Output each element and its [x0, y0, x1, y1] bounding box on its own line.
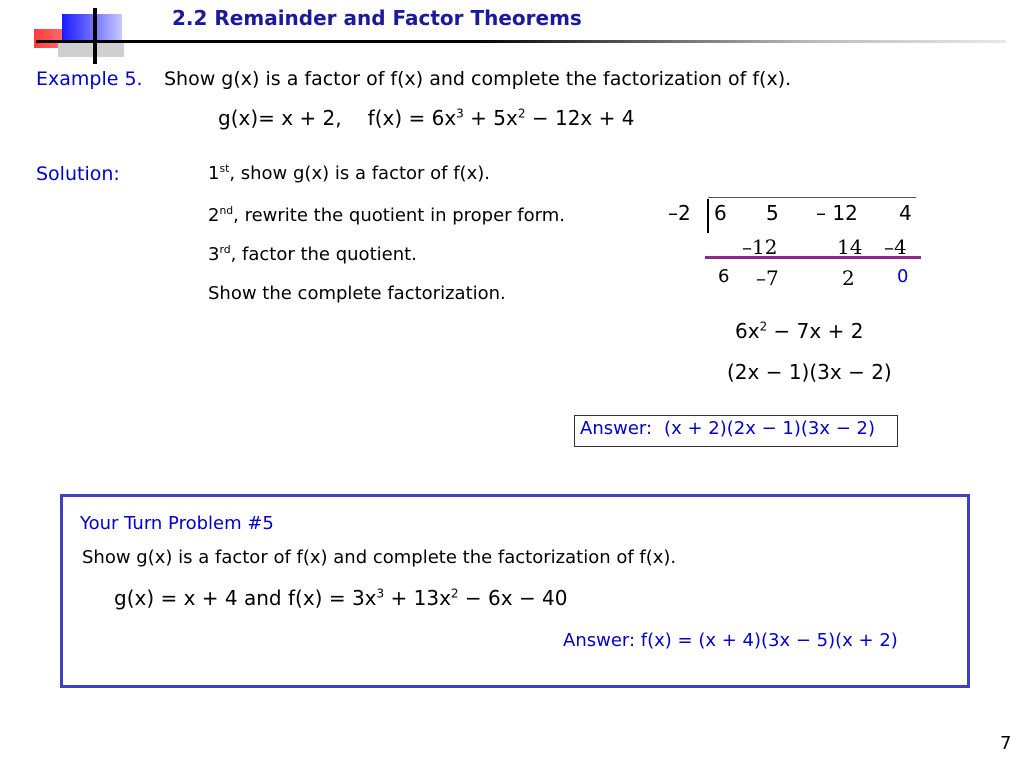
your-turn-exp3: 3: [376, 586, 385, 601]
step-3-sup: rd: [219, 243, 231, 256]
division-coef-4: 4: [899, 201, 912, 225]
step-1-text: , show g(x) is a factor of f(x).: [229, 163, 490, 184]
logo-blue-block: [62, 14, 122, 41]
division-coef-2: 5: [766, 201, 779, 225]
answer-line: [580, 418, 875, 439]
division-result-3: 2: [842, 266, 855, 290]
step-2-text: , rewrite the quotient in proper form.: [233, 205, 565, 226]
your-turn-prompt: Show g(x) is a factor of f(x) and complete the factorization of f(x).: [82, 547, 677, 568]
step-3-num: 3: [208, 244, 220, 265]
division-product-1: –12: [742, 235, 778, 259]
f-tail: − 12x + 4: [525, 106, 635, 130]
answer-label: Answer:: [580, 418, 653, 439]
f-exp2: 2: [517, 106, 526, 121]
division-coef-3: – 12: [816, 201, 858, 225]
page-number: 7: [1000, 733, 1012, 754]
division-result-1: 6: [718, 266, 730, 287]
solution-step-3: [208, 244, 417, 265]
logo-vertical-line: [93, 8, 97, 64]
f-prefix: f(x) = 6x: [367, 106, 457, 130]
step-2-num: 2: [208, 205, 220, 226]
your-turn-exp2: 2: [450, 586, 459, 601]
your-turn-tail: − 6x − 40: [458, 586, 568, 610]
division-divisor: –2: [668, 201, 691, 225]
logo-gray-block: [58, 43, 124, 57]
division-coef-1: 6: [714, 201, 727, 225]
factored-quotient: (2x − 1)(3x − 2): [727, 360, 892, 384]
division-top-rule: [708, 197, 916, 198]
quotient-expression: [735, 319, 863, 343]
division-result-2: –7: [756, 266, 779, 290]
division-product-3: –4: [884, 235, 907, 259]
your-turn-g: g(x) = x + 4 and f(x) = 3x: [114, 586, 377, 610]
f-exp3: 3: [456, 106, 464, 121]
your-turn-title: Your Turn Problem #5: [80, 513, 274, 534]
your-turn-functions: [114, 586, 568, 610]
division-product-2: 14: [837, 235, 863, 259]
solution-step-1: [208, 163, 490, 184]
step-1-num: 1: [208, 163, 220, 184]
f-mid: + 5x: [463, 106, 518, 130]
answer-value: (x + 2)(2x − 1)(3x − 2): [664, 418, 875, 439]
division-bracket: [707, 199, 709, 233]
page-title: 2.2 Remainder and Factor Theorems: [172, 6, 582, 30]
example-functions: [218, 106, 634, 130]
step-1-sup: st: [219, 162, 230, 175]
quotient-base: 6x: [735, 319, 760, 343]
example-label: Example 5.: [36, 68, 143, 90]
your-turn-answer: Answer: f(x) = (x + 4)(3x − 5)(x + 2): [563, 630, 898, 651]
solution-step-2: [208, 205, 565, 226]
step-3-text: , factor the quotient.: [230, 244, 417, 265]
example-prompt: Show g(x) is a factor of f(x) and complete the factorization of f(x).: [164, 68, 792, 90]
solution-label: Solution:: [36, 163, 120, 185]
quotient-tail: − 7x + 2: [767, 319, 864, 343]
header-rule: [36, 40, 1006, 43]
division-remainder: 0: [897, 266, 909, 287]
g-definition: g(x)= x + 2,: [218, 106, 342, 130]
quotient-exp: 2: [759, 319, 768, 334]
solution-step-4: Show the complete factorization.: [208, 283, 506, 304]
step-2-sup: nd: [219, 204, 234, 217]
your-turn-mid: + 13x: [384, 586, 451, 610]
